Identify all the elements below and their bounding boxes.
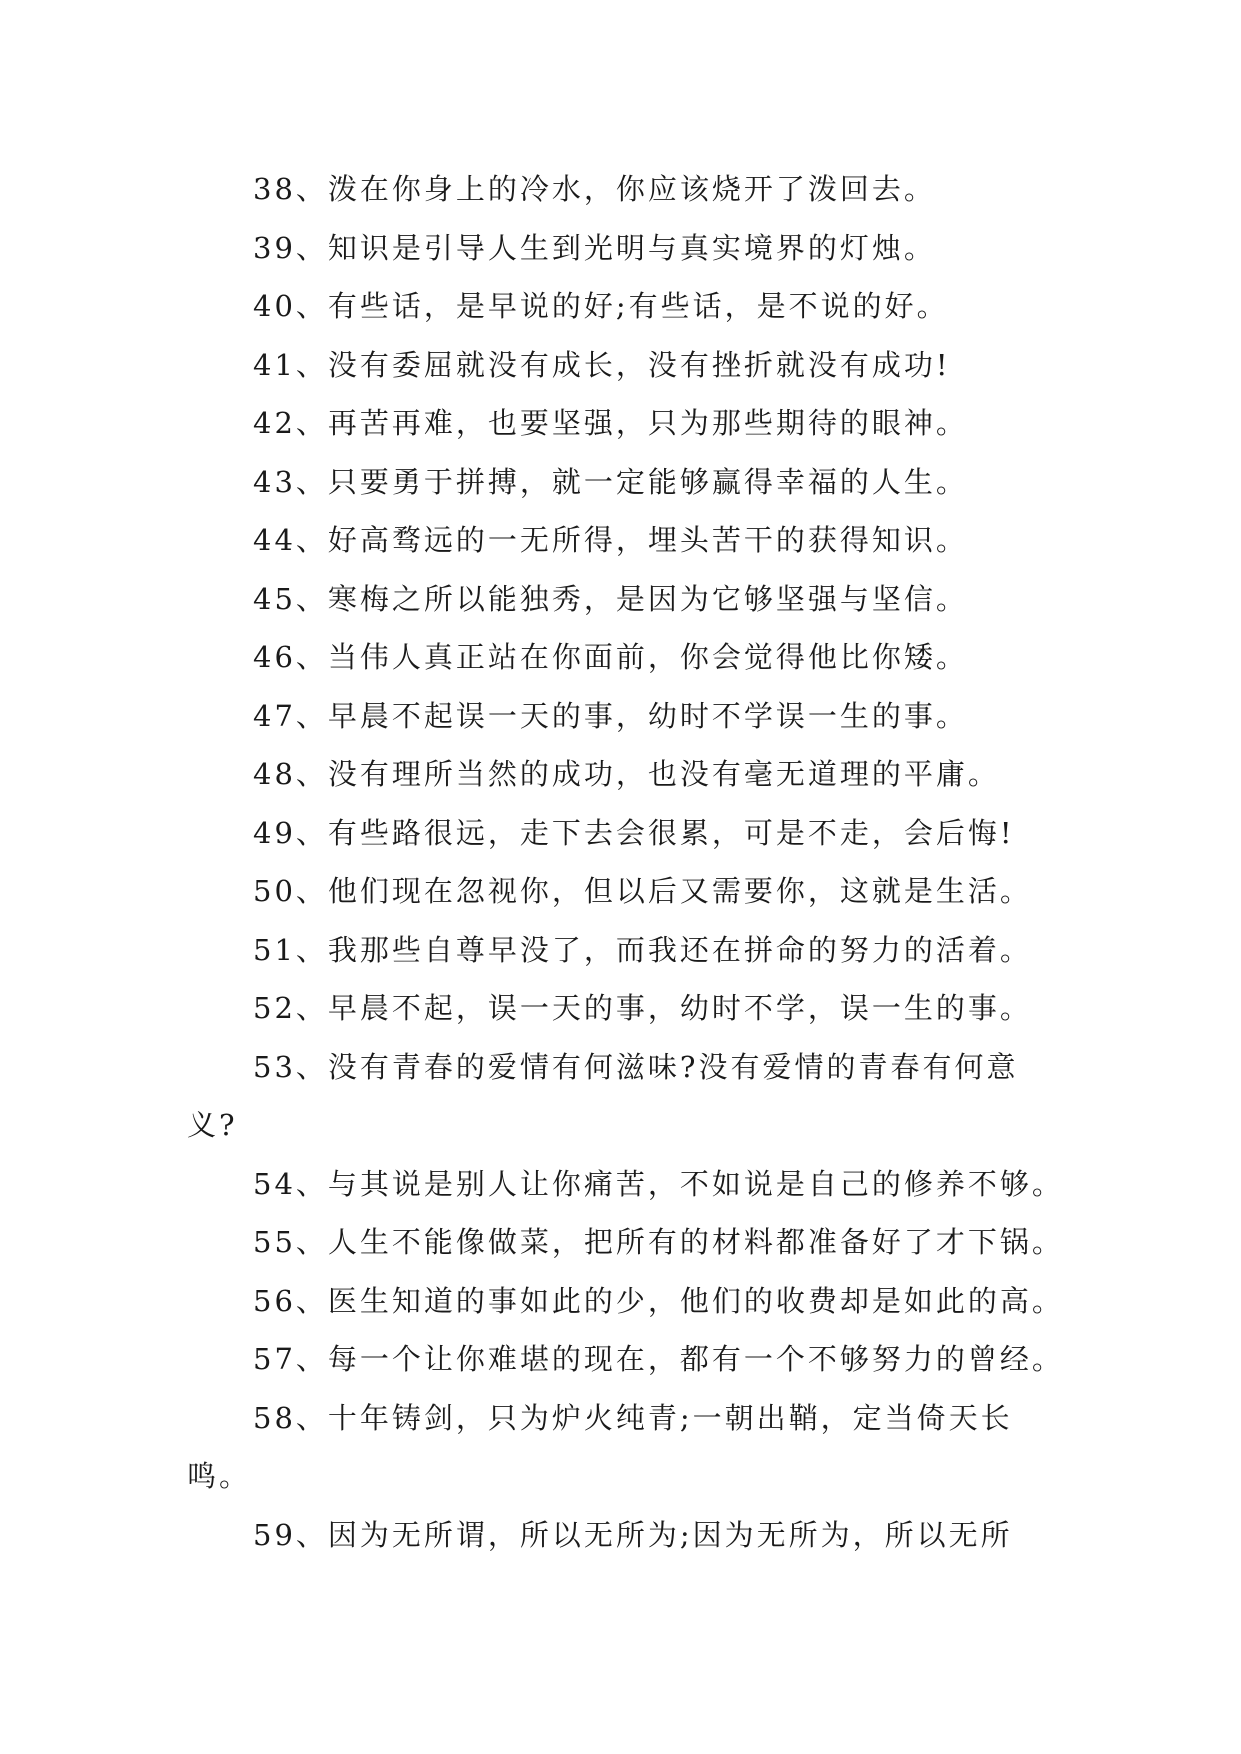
quote-line-46: 46、当伟人真正站在你面前，你会觉得他比你矮。 <box>253 640 968 674</box>
quote-line-42: 42、再苦再难，也要坚强，只为那些期待的眼神。 <box>253 406 968 440</box>
quote-line-39: 39、知识是引导人生到光明与真实境界的灯烛。 <box>253 230 936 265</box>
quote-line-38: 38、泼在你身上的冷水，你应该烧开了泼回去。 <box>253 172 936 206</box>
quote-line-58-continued: 鸣。 <box>187 1459 252 1493</box>
quote-line-41: 41、没有委屈就没有成长，没有挫折就没有成功! <box>253 347 951 382</box>
quote-line-54: 54、与其说是别人让你痛苦，不如说是自己的修养不够。 <box>253 1166 1064 1201</box>
quote-line-43: 43、只要勇于拼搏，就一定能够赢得幸福的人生。 <box>253 464 968 499</box>
quote-line-48: 48、没有理所当然的成功，也没有毫无道理的平庸。 <box>253 757 1000 791</box>
quote-line-57: 57、每一个让你难堪的现在，都有一个不够努力的曾经。 <box>253 1342 1064 1376</box>
quote-line-55: 55、人生不能像做菜，把所有的材料都准备好了才下锅。 <box>253 1225 1064 1259</box>
quote-line-53: 53、没有青春的爱情有何滋味?没有爱情的青春有何意 <box>253 1049 1019 1084</box>
quote-line-40: 40、有些话，是早说的好;有些话，是不说的好。 <box>253 289 949 323</box>
quote-line-44: 44、好高骛远的一无所得，埋头苦干的获得知识。 <box>253 523 968 557</box>
quote-line-47: 47、早晨不起误一天的事，幼时不学误一生的事。 <box>253 698 968 733</box>
quote-line-56: 56、医生知道的事如此的少，他们的收费却是如此的高。 <box>253 1283 1064 1318</box>
quote-line-45: 45、寒梅之所以能独秀，是因为它够坚强与坚信。 <box>253 581 968 616</box>
quote-line-50: 50、他们现在忽视你，但以后又需要你，这就是生活。 <box>253 874 1032 908</box>
quote-line-59: 59、因为无所谓，所以无所为;因为无所为，所以无所 <box>253 1517 1013 1552</box>
quote-line-52: 52、早晨不起，误一天的事，幼时不学，误一生的事。 <box>253 991 1032 1025</box>
quote-line-53-continued: 义? <box>187 1108 238 1142</box>
quote-line-49: 49、有些路很远，走下去会很累，可是不走，会后悔! <box>253 815 1015 850</box>
quote-line-58: 58、十年铸剑，只为炉火纯青;一朝出鞘，定当倚天长 <box>253 1400 1013 1435</box>
quote-list <box>187 160 1067 1564</box>
quote-line-51: 51、我那些自尊早没了，而我还在拼命的努力的活着。 <box>253 932 1032 967</box>
